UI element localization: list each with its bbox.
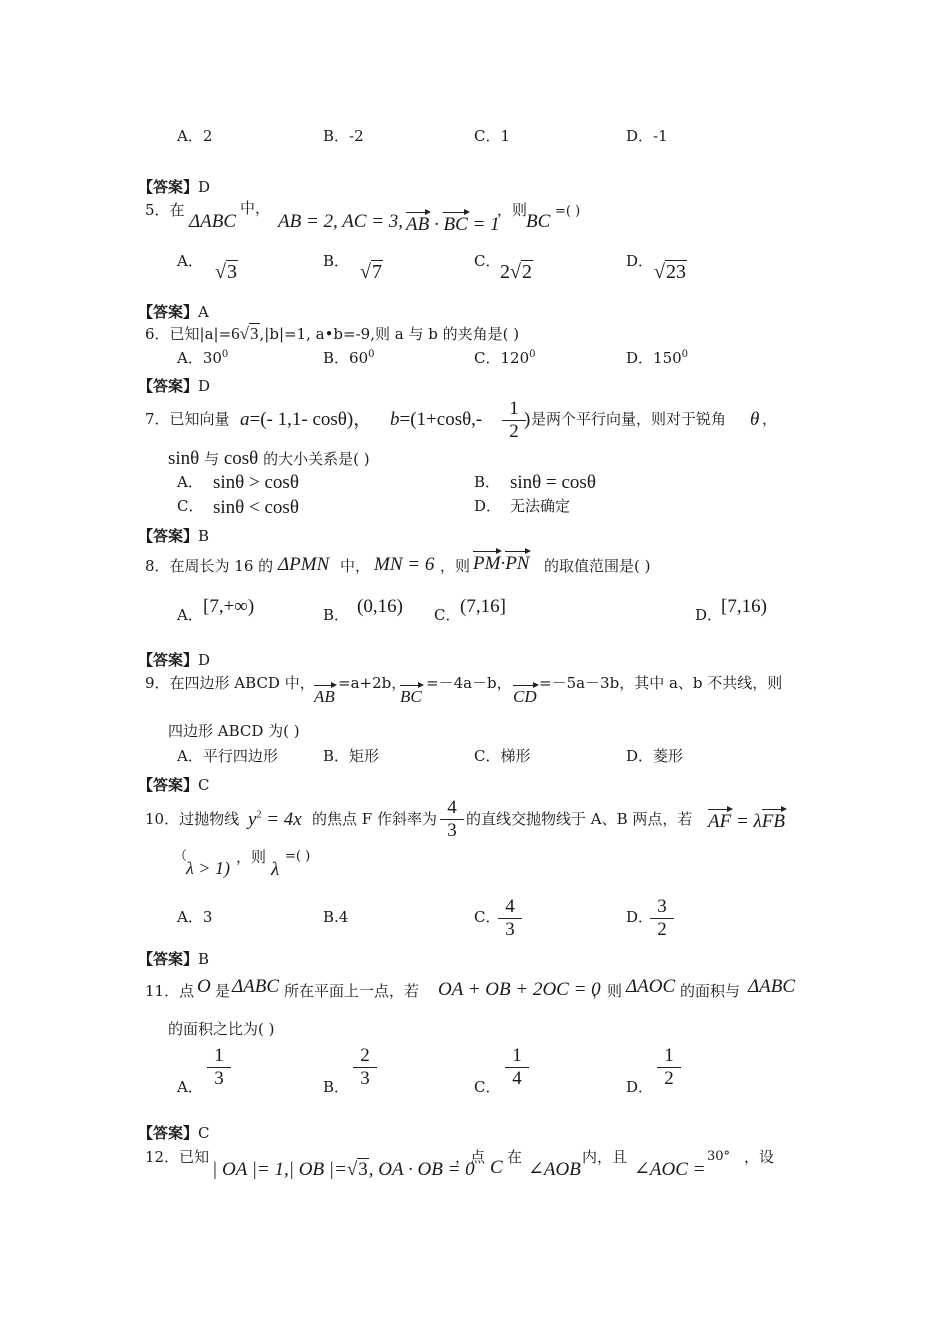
q6-answer: 【答案】D: [138, 377, 211, 395]
q9-t2: =－4a－b，: [426, 674, 512, 692]
q11-text5: 的面积与: [680, 982, 741, 1000]
q10-text3: 的直线交抛物线于 A、B 两点，若: [466, 810, 693, 828]
q4-option-b: B．-2: [323, 127, 364, 145]
q12-text2: ，点: [455, 1148, 486, 1166]
q5-option-a-value: √3: [215, 261, 237, 283]
q6-option-c: C．$120^0$: [474, 349, 536, 367]
q8-option-c-label: C．: [434, 606, 461, 624]
q5-triangle: ΔABC: [189, 211, 237, 232]
q9-line2: 四边形 ABCD 为( ): [168, 722, 300, 740]
q10-vector-relation: AF = λFB: [708, 811, 785, 832]
q4-option-d: D．-1: [626, 127, 668, 145]
q11-option-b-label: B．: [323, 1078, 350, 1096]
q4-answer: 【答案】D: [138, 178, 211, 196]
q10-open: （: [174, 849, 188, 864]
q10-option-d-label: D．: [626, 908, 654, 926]
q11-option-d-label: D．: [626, 1078, 654, 1096]
q7-option-b-value: sinθ = cosθ: [510, 472, 596, 493]
q12-degree: 30°: [707, 1149, 731, 1164]
q5-condition: AB = 2, AC = 3,: [278, 211, 404, 232]
q6-option-d: D．$150^0$: [626, 349, 689, 367]
q11-option-a-label: A．: [177, 1078, 203, 1096]
q7-line2: sinθ 与 cosθ 的大小关系是( ): [168, 448, 370, 469]
q11-text3: 所在平面上一点，若: [284, 982, 420, 1000]
q11-answer: 【答案】C: [138, 1124, 210, 1142]
vector-af: AF: [708, 811, 732, 832]
q7-half: $\frac{1}{2}$: [502, 398, 526, 443]
q10-option-a: A．3: [177, 908, 213, 926]
q10-slope: $\frac{4}{3}$: [440, 797, 464, 842]
q11-equation: OA + OB + 2OC = 0: [438, 979, 601, 1000]
q5-option-d-label: D．: [626, 252, 654, 270]
q8-answer: 【答案】D: [138, 651, 211, 669]
q9-option-d: D．菱形: [626, 747, 684, 765]
q9-text1: 9．在四边形 ABCD 中，: [145, 674, 315, 692]
q7-option-d-value: 无法确定: [510, 497, 571, 515]
q11-line2: 的面积之比为( ): [168, 1020, 275, 1038]
q10-lambda: λ: [271, 859, 280, 880]
q10-option-c-label: C．: [474, 908, 501, 926]
q8-triangle: ΔPMN: [278, 554, 330, 575]
q7-theta: θ: [750, 409, 760, 430]
q5-dot-product: AB · BC = 1: [406, 214, 500, 235]
q10-text2: 的焦点 F 作斜率为: [312, 810, 437, 828]
q12-equation: | OA |= 1,| OB |=√3, OA · OB = 0: [212, 1159, 475, 1180]
q9-t1: =a+2b，: [338, 674, 407, 692]
q5-option-b-value: √7: [360, 261, 382, 283]
q8-then: ，则: [440, 557, 471, 575]
q5-option-c-label: C．: [474, 252, 501, 270]
q7-option-c-value: sinθ < cosθ: [213, 497, 299, 518]
q9-vector-bc: BC: [400, 687, 422, 706]
q12-text1: 12．已知: [145, 1148, 210, 1166]
q8-option-b-value: (0,16): [357, 596, 403, 617]
q7-option-c-label: C．: [177, 497, 204, 515]
q11-triangle: ΔABC: [232, 976, 280, 997]
q5-option-a-label: A．: [177, 252, 203, 270]
q11-option-d-value: $\frac{1}{2}$: [657, 1045, 681, 1090]
q7-option-d-label: D．: [474, 497, 502, 515]
q10-condition: λ > 1): [186, 858, 230, 878]
q9-t3: =－5a－3b，其中 a、b 不共线，则: [539, 674, 783, 692]
q7-answer: 【答案】B: [138, 527, 210, 545]
q5-option-b-label: B．: [323, 252, 350, 270]
q7-vector-a: a=(- 1,1- cosθ)，: [240, 409, 373, 430]
q8-option-d-value: [7,16): [721, 596, 767, 617]
q7-number: 7．已知向量: [145, 410, 230, 428]
q7-option-a-label: A．: [177, 473, 203, 491]
q11-text4: ，则: [592, 982, 623, 1000]
q8-tail: 的取值范围是( ): [544, 557, 651, 575]
q7-vector-b: b=(1+cosθ,-: [390, 409, 483, 430]
q12-point-c: C: [490, 1157, 503, 1178]
q11-option-a-value: $\frac{1}{3}$: [207, 1045, 231, 1090]
q8-option-a-value: [7,+∞): [203, 596, 255, 617]
q12-text5: ，设: [744, 1148, 775, 1166]
q5-tail: =( ): [555, 204, 581, 219]
q5-option-c-value: 2√2: [500, 261, 532, 283]
q7-option-b-label: B．: [474, 473, 501, 491]
q10-tail: =( ): [285, 849, 311, 864]
q11-triangle-aoc: ΔAOC: [626, 976, 676, 997]
q11-point-o: O: [197, 976, 211, 997]
q11-option-c-label: C．: [474, 1078, 501, 1096]
q8-dot-product: PM·PN: [473, 553, 530, 574]
q10-equation: $y^2 = 4x$: [248, 809, 302, 830]
q8-mid: 中，: [340, 557, 371, 575]
q4-option-a: A．2: [177, 127, 213, 145]
q9-vector-ab: AB: [314, 687, 335, 706]
q5-number: 5．在: [145, 201, 185, 219]
q11-text1: 11．点: [145, 982, 195, 1000]
q5-option-d-value: √23: [654, 261, 686, 283]
q10-option-c-value: $\frac{4}{3}$: [498, 896, 522, 941]
q9-answer: 【答案】C: [138, 776, 210, 794]
q12-angle-aob: ∠AOB: [528, 1159, 581, 1180]
q10-text1: 10．过抛物线: [145, 810, 240, 828]
vector-bc: BC: [443, 214, 468, 235]
q7-tail: 是两个平行向量，则对于锐角: [531, 410, 727, 428]
q11-option-c-value: $\frac{1}{4}$: [505, 1045, 529, 1090]
q8-text1: 8．在周长为 16 的: [145, 557, 274, 575]
vector-fb: FB: [761, 811, 785, 832]
q5-then: ，则: [497, 201, 528, 219]
q8-option-b-label: B．: [323, 606, 350, 624]
q12-angle-aoc: ∠AOC =: [634, 1159, 706, 1180]
q8-option-d-label: D．: [695, 606, 723, 624]
vector-pm: PM: [473, 553, 501, 574]
q9-vector-cd: CD: [513, 687, 537, 706]
q5-mid: 中，: [240, 199, 271, 217]
vector-ab: AB: [406, 214, 430, 235]
q6-option-b: B．$60^0$: [323, 349, 375, 367]
q10-answer: 【答案】B: [138, 950, 210, 968]
q9-option-c: C．梯形: [474, 747, 531, 765]
q4-option-c: C．1: [474, 127, 511, 145]
q11-triangle-abc: ΔABC: [748, 976, 796, 997]
q10-option-b: B.4: [323, 908, 349, 926]
vector-pn: PN: [505, 553, 530, 574]
q10-then: ，则: [236, 848, 267, 866]
q5-answer: 【答案】A: [138, 303, 209, 321]
q7-end: ，: [762, 410, 778, 428]
q12-text4: 内，且: [582, 1148, 628, 1166]
q8-mn: MN = 6: [374, 554, 435, 575]
q8-option-a-label: A．: [177, 606, 203, 624]
q9-option-b: B．矩形: [323, 747, 380, 765]
q12-text3: 在: [507, 1148, 523, 1166]
q7-option-a-value: sinθ > cosθ: [213, 472, 299, 493]
q11-text2: 是: [215, 982, 231, 1000]
q6-stem: 6．已知|a|=6√3,|b|=1, a•b=-9,则 a 与 b 的夹角是( ): [145, 324, 520, 343]
q11-option-b-value: $\frac{2}{3}$: [353, 1045, 377, 1090]
q7-bracket: ): [524, 409, 531, 430]
q8-option-c-value: (7,16]: [460, 596, 506, 617]
q6-option-a: A．$30^0$: [177, 349, 229, 367]
q5-bc: BC: [526, 211, 551, 232]
q10-option-d-value: $\frac{3}{2}$: [650, 896, 674, 941]
q9-option-a: A．平行四边形: [177, 747, 278, 765]
